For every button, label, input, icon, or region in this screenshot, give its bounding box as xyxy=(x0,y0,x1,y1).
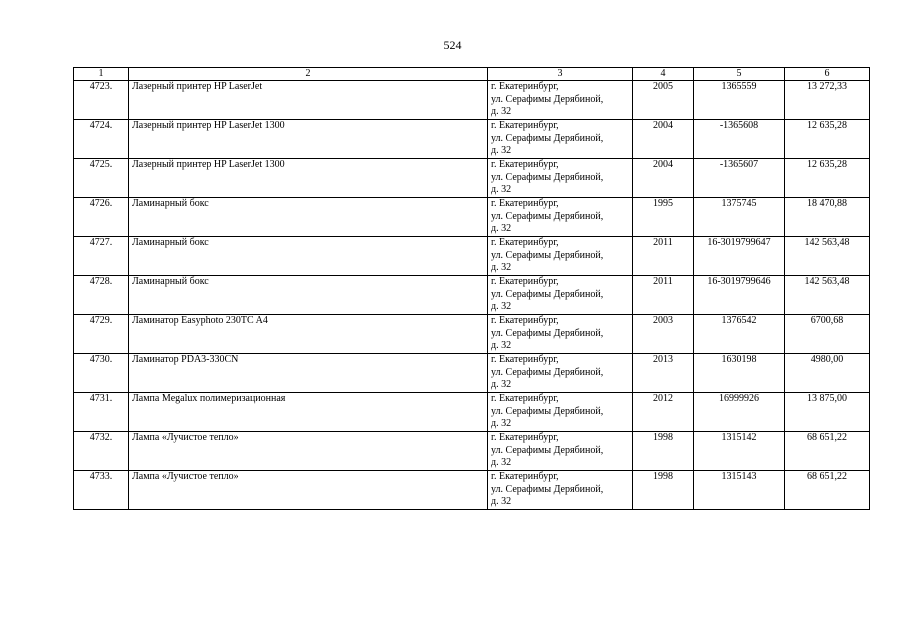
address-line: д. 32 xyxy=(491,340,512,351)
address-cell xyxy=(488,471,633,510)
column-header: 5 xyxy=(694,68,785,81)
year-cell: 1995 xyxy=(633,198,694,237)
year-cell: 2004 xyxy=(633,120,694,159)
year-cell: 1998 xyxy=(633,471,694,510)
address-cell xyxy=(488,276,633,315)
column-header: 6 xyxy=(785,68,870,81)
address-cell xyxy=(488,315,633,354)
cost-cell: 142 563,48 xyxy=(785,237,870,276)
address-line: д. 32 xyxy=(491,145,512,156)
item-number-cell: 4727. xyxy=(74,237,129,276)
address-line: ул. Серафимы Дерябиной, xyxy=(491,288,604,300)
inventory-number-cell: 1630198 xyxy=(694,354,785,393)
item-name-cell: Лазерный принтер HP LaserJet 1300 xyxy=(129,159,488,198)
column-header: 1 xyxy=(74,68,129,81)
table-row xyxy=(74,159,870,198)
inventory-number-cell: -1365607 xyxy=(694,159,785,198)
address-line: д. 32 xyxy=(491,418,512,429)
address-line: г. Екатеринбург, xyxy=(491,315,559,326)
address-line: д. 32 xyxy=(491,457,512,468)
column-header: 4 xyxy=(633,68,694,81)
item-name-cell: Лазерный принтер HP LaserJet xyxy=(129,81,488,120)
item-name-cell: Ламинатор Easyphoto 230TC A4 xyxy=(129,315,488,354)
item-name-cell: Лазерный принтер HP LaserJet 1300 xyxy=(129,120,488,159)
address-cell xyxy=(488,432,633,471)
cost-cell: 68 651,22 xyxy=(785,432,870,471)
table-row xyxy=(74,471,870,510)
year-cell: 2004 xyxy=(633,159,694,198)
address-line: д. 32 xyxy=(491,106,512,117)
address-line: ул. Серафимы Дерябиной, xyxy=(491,171,604,183)
inventory-number-cell: 1376542 xyxy=(694,315,785,354)
table-row xyxy=(74,81,870,120)
item-number-cell: 4728. xyxy=(74,276,129,315)
year-cell: 2005 xyxy=(633,81,694,120)
item-number-cell: 4725. xyxy=(74,159,129,198)
item-number-cell: 4723. xyxy=(74,81,129,120)
table-row xyxy=(74,198,870,237)
address-line: г. Екатеринбург, xyxy=(491,354,559,365)
address-cell xyxy=(488,120,633,159)
address-line: ул. Серафимы Дерябиной, xyxy=(491,327,604,339)
inventory-number-cell: 1315143 xyxy=(694,471,785,510)
item-number-cell: 4724. xyxy=(74,120,129,159)
cost-cell: 6700,68 xyxy=(785,315,870,354)
table-row xyxy=(74,315,870,354)
address-line: ул. Серафимы Дерябиной, xyxy=(491,93,604,105)
address-cell xyxy=(488,393,633,432)
address-line: д. 32 xyxy=(491,496,512,507)
address-line: д. 32 xyxy=(491,301,512,312)
table-row xyxy=(74,354,870,393)
address-line: ул. Серафимы Дерябиной, xyxy=(491,249,604,261)
address-cell xyxy=(488,159,633,198)
address-line: д. 32 xyxy=(491,184,512,195)
year-cell: 2003 xyxy=(633,315,694,354)
item-number-cell: 4732. xyxy=(74,432,129,471)
table-row xyxy=(74,120,870,159)
address-line: д. 32 xyxy=(491,223,512,234)
item-number-cell: 4731. xyxy=(74,393,129,432)
inventory-table xyxy=(73,67,870,510)
inventory-number-cell: 1365559 xyxy=(694,81,785,120)
cost-cell: 4980,00 xyxy=(785,354,870,393)
address-line: г. Екатеринбург, xyxy=(491,237,559,248)
address-line: г. Екатеринбург, xyxy=(491,198,559,209)
table-row xyxy=(74,393,870,432)
item-number-cell: 4733. xyxy=(74,471,129,510)
address-cell xyxy=(488,81,633,120)
column-header: 2 xyxy=(129,68,488,81)
inventory-number-cell: 16999926 xyxy=(694,393,785,432)
inventory-number-cell: 1375745 xyxy=(694,198,785,237)
cost-cell: 12 635,28 xyxy=(785,159,870,198)
column-header: 3 xyxy=(488,68,633,81)
item-number-cell: 4726. xyxy=(74,198,129,237)
item-name-cell: Лампа «Лучистое тепло» xyxy=(129,471,488,510)
item-name-cell: Ламинатор PDA3-330CN xyxy=(129,354,488,393)
table-row xyxy=(74,237,870,276)
column-number-row xyxy=(74,68,870,81)
address-line: ул. Серафимы Дерябиной, xyxy=(491,405,604,417)
address-line: г. Екатеринбург, xyxy=(491,81,559,92)
item-number-cell: 4730. xyxy=(74,354,129,393)
item-number-cell: 4729. xyxy=(74,315,129,354)
address-line: ул. Серафимы Дерябиной, xyxy=(491,366,604,378)
year-cell: 2013 xyxy=(633,354,694,393)
address-line: г. Екатеринбург, xyxy=(491,393,559,404)
table-row xyxy=(74,432,870,471)
address-line: ул. Серафимы Дерябиной, xyxy=(491,132,604,144)
address-line: д. 32 xyxy=(491,262,512,273)
address-line: г. Екатеринбург, xyxy=(491,432,559,443)
cost-cell: 68 651,22 xyxy=(785,471,870,510)
address-cell xyxy=(488,354,633,393)
address-line: г. Екатеринбург, xyxy=(491,471,559,482)
address-line: ул. Серафимы Дерябиной, xyxy=(491,210,604,222)
year-cell: 1998 xyxy=(633,432,694,471)
cost-cell: 142 563,48 xyxy=(785,276,870,315)
address-cell xyxy=(488,237,633,276)
page-number: 524 xyxy=(443,38,462,52)
address-line: ул. Серафимы Дерябиной, xyxy=(491,483,604,495)
year-cell: 2011 xyxy=(633,237,694,276)
item-name-cell: Лампа «Лучистое тепло» xyxy=(129,432,488,471)
inventory-number-cell: 16-3019799646 xyxy=(694,276,785,315)
address-line: д. 32 xyxy=(491,379,512,390)
address-line: г. Екатеринбург, xyxy=(491,120,559,131)
cost-cell: 12 635,28 xyxy=(785,120,870,159)
year-cell: 2011 xyxy=(633,276,694,315)
table-row xyxy=(74,276,870,315)
cost-cell: 13 875,00 xyxy=(785,393,870,432)
item-name-cell: Лампа Megalux полимеризационная xyxy=(129,393,488,432)
inventory-number-cell: 1315142 xyxy=(694,432,785,471)
cost-cell: 18 470,88 xyxy=(785,198,870,237)
inventory-number-cell: -1365608 xyxy=(694,120,785,159)
item-name-cell: Ламинарный бокс xyxy=(129,276,488,315)
cost-cell: 13 272,33 xyxy=(785,81,870,120)
address-line: ул. Серафимы Дерябиной, xyxy=(491,444,604,456)
item-name-cell: Ламинарный бокс xyxy=(129,198,488,237)
address-cell xyxy=(488,198,633,237)
inventory-number-cell: 16-3019799647 xyxy=(694,237,785,276)
address-line: г. Екатеринбург, xyxy=(491,276,559,287)
item-name-cell: Ламинарный бокс xyxy=(129,237,488,276)
address-line: г. Екатеринбург, xyxy=(491,159,559,170)
year-cell: 2012 xyxy=(633,393,694,432)
